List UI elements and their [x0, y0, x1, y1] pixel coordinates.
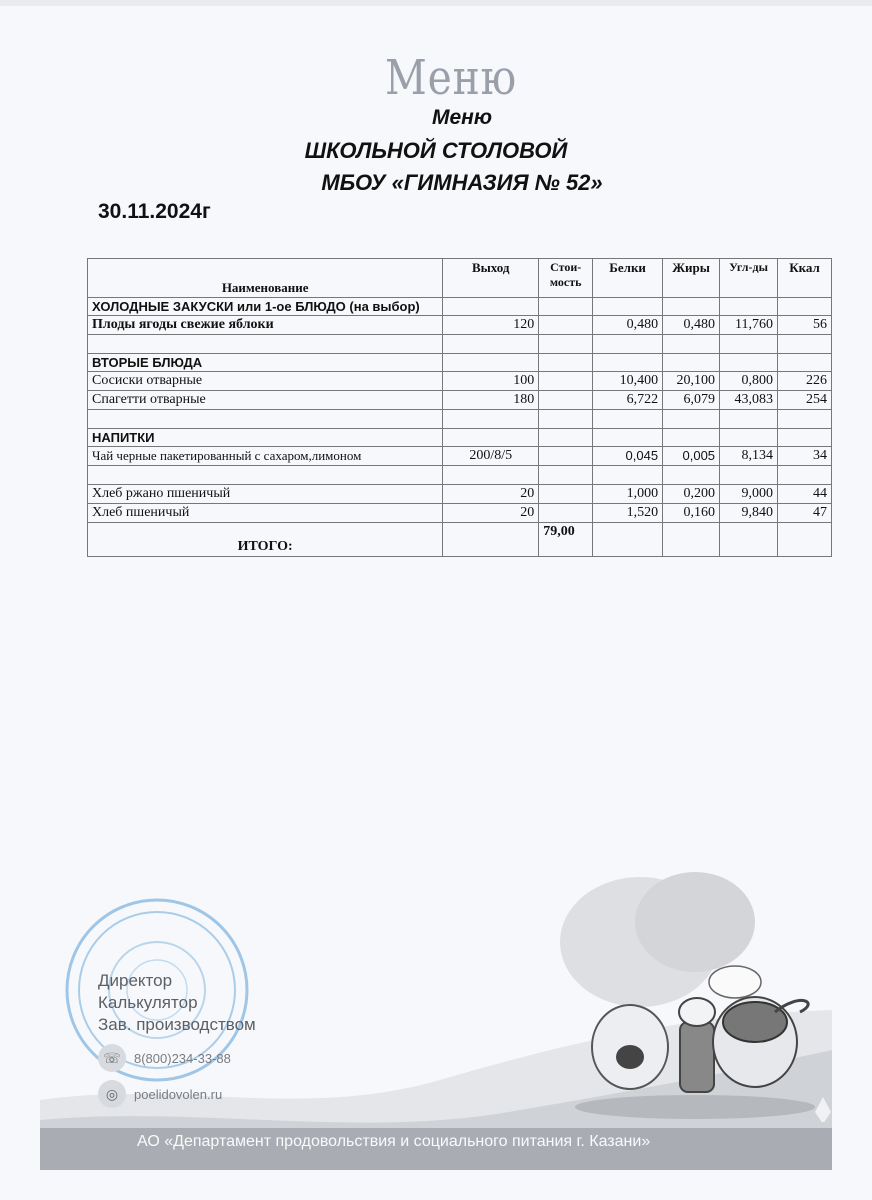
table-row [88, 447, 832, 466]
total-value: 79,00 [539, 523, 593, 557]
col-fat-header: Жиры [663, 259, 720, 298]
section-title: ВТОРЫЕ БЛЮДА [88, 354, 443, 372]
scan-edge [0, 0, 872, 6]
phone-icon: ☏ [98, 1044, 126, 1072]
dish-carbs: 43,083 [720, 391, 778, 410]
section-row [88, 298, 832, 316]
dish-protein: 0,045 [593, 447, 663, 466]
dish-output: 120 [443, 316, 539, 335]
section-title: НАПИТКИ [88, 429, 443, 447]
handwritten-title: Меню [385, 50, 518, 106]
blank-row [88, 466, 832, 485]
dish-fat: 0,160 [663, 504, 720, 523]
dish-name: Чай черные пакетированный с сахаром,лимоном [88, 447, 443, 466]
dish-fat: 0,200 [663, 485, 720, 504]
section-row [88, 354, 832, 372]
dish-name: Сосиски отварные [88, 372, 443, 391]
dish-fat: 6,079 [663, 391, 720, 410]
total-row [88, 523, 832, 557]
table-header-row [88, 259, 832, 298]
dish-output: 180 [443, 391, 539, 410]
menu-date: 30.11.2024г [98, 200, 211, 223]
dish-protein: 10,400 [593, 372, 663, 391]
dish-protein: 1,520 [593, 504, 663, 523]
dish-output: 20 [443, 485, 539, 504]
phone-number: 8(800)234-33-88 [134, 1050, 231, 1066]
dish-name: Хлеб пшеничый [88, 504, 443, 523]
mascot-illustration [545, 862, 845, 1122]
dish-price [539, 485, 593, 504]
dish-protein: 6,722 [593, 391, 663, 410]
canteen-title: ШКОЛЬНОЙ СТОЛОВОЙ [304, 138, 568, 163]
dish-kcal: 254 [778, 391, 832, 410]
dish-price [539, 372, 593, 391]
table-row [88, 504, 832, 523]
dish-kcal: 44 [778, 485, 832, 504]
col-price-header: Стои-мость [539, 259, 593, 298]
table-row [88, 316, 832, 335]
dish-output: 200/8/5 [443, 447, 539, 466]
dish-price [539, 391, 593, 410]
dish-kcal: 56 [778, 316, 832, 335]
dish-carbs: 8,134 [720, 447, 778, 466]
dish-fat: 0,005 [663, 447, 720, 466]
dish-carbs: 0,800 [720, 372, 778, 391]
col-protein-header: Белки [593, 259, 663, 298]
dish-fat: 20,100 [663, 372, 720, 391]
phone-contact [98, 1044, 231, 1072]
site-url: poelidovolen.ru [134, 1086, 223, 1102]
col-output-header: Выход [443, 259, 539, 298]
dish-fat: 0,480 [663, 316, 720, 335]
signature-block [98, 970, 256, 1036]
section-title: ХОЛОДНЫЕ ЗАКУСКИ или 1-ое БЛЮДО (на выбор) [88, 298, 443, 316]
menu-table [87, 258, 832, 557]
blank-row [88, 335, 832, 354]
menu-title: Меню [431, 106, 493, 129]
site-contact [98, 1080, 222, 1108]
school-title: МБОУ «ГИМНАЗИЯ № 52» [321, 170, 603, 195]
table-row [88, 391, 832, 410]
globe-icon: ◎ [98, 1080, 126, 1108]
dish-carbs: 11,760 [720, 316, 778, 335]
table-row [88, 372, 832, 391]
dish-price [539, 447, 593, 466]
dish-kcal: 226 [778, 372, 832, 391]
production-label: Зав. производством [98, 1015, 256, 1034]
col-carbs-header: Угл-ды [720, 259, 778, 298]
dish-kcal: 34 [778, 447, 832, 466]
director-label: Директор [98, 971, 173, 990]
dish-protein: 0,480 [593, 316, 663, 335]
dish-name: Хлеб ржано пшеничый [88, 485, 443, 504]
blank-row [88, 410, 832, 429]
footer-organization: АО «Департамент продовольствия и социального питания г. Казани» [137, 1133, 651, 1150]
dish-protein: 1,000 [593, 485, 663, 504]
dish-price [539, 504, 593, 523]
dish-carbs: 9,000 [720, 485, 778, 504]
dish-price [539, 316, 593, 335]
dish-name: Спагетти отварные [88, 391, 443, 410]
dish-kcal: 47 [778, 504, 832, 523]
dish-output: 20 [443, 504, 539, 523]
col-name-header: Наименование [88, 259, 443, 298]
table-row [88, 485, 832, 504]
total-label: ИТОГО: [88, 523, 443, 557]
dish-output: 100 [443, 372, 539, 391]
dish-name: Плоды ягоды свежие яблоки [88, 316, 443, 335]
calculator-label: Калькулятор [98, 993, 198, 1012]
dish-carbs: 9,840 [720, 504, 778, 523]
section-row [88, 429, 832, 447]
col-kcal-header: Ккал [778, 259, 832, 298]
